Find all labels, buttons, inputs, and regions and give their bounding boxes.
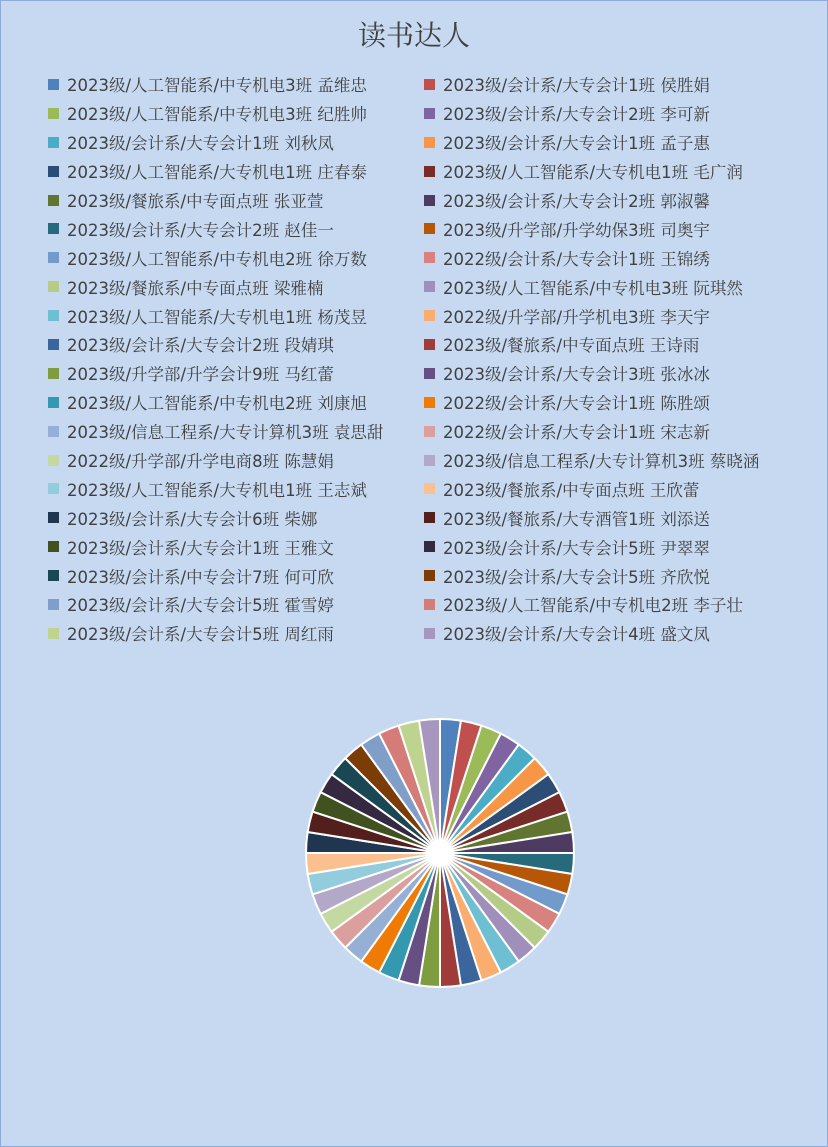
legend-label: 2023级/会计系/大专会计1班 侯胜娟 — [443, 76, 710, 96]
legend-label: 2023级/会计系/大专会计2班 李可新 — [443, 105, 710, 125]
legend-label: 2023级/餐旅系/中专面点班 王欣蕾 — [443, 480, 700, 500]
legend-label: 2023级/会计系/大专会计5班 周红雨 — [67, 625, 334, 645]
legend-label: 2023级/会计系/大专会计1班 王雅文 — [67, 538, 334, 558]
legend-label: 2023级/人工智能系/大专机电1班 杨茂昱 — [67, 307, 367, 327]
legend-label: 2022级/会计系/大专会计1班 宋志新 — [443, 423, 710, 443]
legend-label: 2023级/升学部/升学幼保3班 司奥宇 — [443, 220, 710, 240]
legend-label: 2023级/人工智能系/中专机电3班 纪胜帅 — [67, 105, 367, 125]
legend-label: 2023级/餐旅系/中专面点班 张亚萱 — [67, 192, 324, 211]
legend-label: 2023级/人工智能系/中专机电2班 徐万数 — [67, 249, 367, 269]
legend-label: 2023级/会计系/大专会计6班 柴娜 — [67, 509, 318, 529]
legend-label: 2023级/餐旅系/大专酒管1班 刘添送 — [443, 509, 710, 529]
legend-label: 2023级/人工智能系/大专机电1班 庄春泰 — [67, 163, 367, 183]
legend-label: 2023级/信息工程系/大专计算机3班 袁思甜 — [67, 423, 384, 443]
legend-label: 2023级/人工智能系/中专机电3班 孟维忠 — [67, 76, 367, 96]
legend-label: 2023级/会计系/中专会计7班 何可欣 — [67, 567, 334, 587]
legend-label: 2022级/升学部/升学机电3班 李天宇 — [443, 307, 710, 327]
legend-label: 2023级/餐旅系/中专面点班 王诗雨 — [443, 336, 700, 356]
legend-label: 2023级/人工智能系/大专机电1班 毛广润 — [443, 163, 743, 183]
legend-label: 2023级/升学部/升学会计9班 马红蕾 — [67, 365, 334, 385]
legend-label: 2023级/人工智能系/中专机电2班 李子壮 — [443, 596, 743, 616]
legend-label: 2023级/会计系/大专会计5班 齐欣悦 — [443, 567, 710, 587]
legend-label: 2023级/信息工程系/大专计算机3班 蔡晓涵 — [443, 452, 760, 472]
legend-label: 2023级/会计系/大专会计2班 段婧琪 — [67, 336, 334, 356]
legend-label: 2023级/会计系/大专会计5班 尹翠翠 — [443, 538, 710, 558]
legend-label: 2023级/人工智能系/中专机电2班 刘康旭 — [67, 394, 367, 414]
legend-label: 2022级/会计系/大专会计1班 王锦绣 — [443, 249, 710, 269]
legend-label: 2023级/人工智能系/中专机电3班 阮琪然 — [443, 278, 743, 298]
legend-label: 2023级/人工智能系/大专机电1班 王志斌 — [67, 480, 367, 500]
legend-label: 2023级/会计系/大专会计1班 孟子惠 — [443, 134, 710, 154]
chart-title: 读书达人 — [357, 19, 470, 52]
legend-label: 2022级/升学部/升学电商8班 陈慧娟 — [67, 452, 334, 472]
legend-label: 2022级/会计系/大专会计1班 陈胜颂 — [443, 394, 710, 414]
legend-label: 2023级/餐旅系/中专面点班 梁雅楠 — [67, 278, 324, 298]
legend-label: 2023级/会计系/大专会计3班 张冰冰 — [443, 365, 710, 385]
legend-label: 2023级/会计系/大专会计5班 霍雪婷 — [67, 596, 334, 616]
legend-label: 2023级/会计系/大专会计4班 盛文凤 — [443, 625, 710, 645]
legend-label: 2023级/会计系/大专会计2班 赵佳一 — [67, 220, 334, 240]
legend-label: 2023级/会计系/大专会计1班 刘秋凤 — [67, 134, 334, 154]
legend-label: 2023级/会计系/大专会计2班 郭淑馨 — [443, 192, 710, 211]
